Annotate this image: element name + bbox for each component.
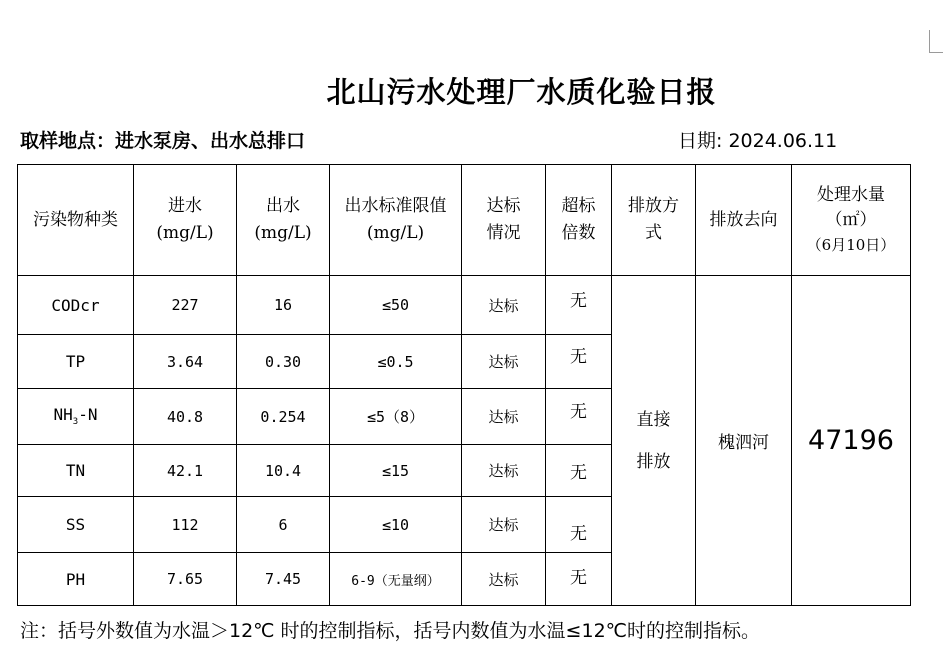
treated-volume-cell: 47196 <box>792 276 911 606</box>
report-title: 北山污水处理厂水质化验日报 <box>326 75 717 109</box>
header-limit: 出水标准限值 (mg/L) <box>330 165 462 276</box>
pollutant-cell: TP <box>18 335 134 389</box>
status-cell: 达标 <box>462 553 546 606</box>
header-exceed: 超标 倍数 <box>546 165 612 276</box>
table-header-row <box>18 165 911 276</box>
limit-cell: ≤50 <box>330 276 462 335</box>
table-row <box>18 276 911 335</box>
discharge-destination-cell: 槐泗河 <box>696 276 792 606</box>
report-date: 日期: 2024.06.11 <box>678 130 838 152</box>
page-corner-mark <box>929 30 943 53</box>
exceed-cell: 无 <box>546 389 612 445</box>
limit-cell: ≤10 <box>330 497 462 553</box>
influent-cell: 227 <box>134 276 237 335</box>
pollutant-cell: PH <box>18 553 134 606</box>
water-quality-table <box>17 164 911 606</box>
pollutant-cell: TN <box>18 445 134 497</box>
header-discharge-destination: 排放去向 <box>696 165 792 276</box>
limit-cell: ≤15 <box>330 445 462 497</box>
footnote: 注：括号外数值为水温＞12℃ 时的控制指标，括号内数值为水温≤12℃时的控制指标。 <box>20 620 760 642</box>
status-cell: 达标 <box>462 445 546 497</box>
header-discharge-mode: 排放方 式 <box>612 165 696 276</box>
exceed-cell: 无 <box>546 335 612 389</box>
sampling-location: 取样地点：进水泵房、出水总排口 <box>20 130 306 152</box>
influent-cell: 40.8 <box>134 389 237 445</box>
pollutant-cell: CODcr <box>18 276 134 335</box>
influent-cell: 112 <box>134 497 237 553</box>
discharge-mode-cell: 直接 排放 <box>612 276 696 606</box>
header-status: 达标 情况 <box>462 165 546 276</box>
header-effluent: 出水 (mg/L) <box>237 165 330 276</box>
limit-cell: ≤0.5 <box>330 335 462 389</box>
status-cell: 达标 <box>462 335 546 389</box>
limit-cell: 6-9（无量纲） <box>330 553 462 606</box>
influent-cell: 3.64 <box>134 335 237 389</box>
status-cell: 达标 <box>462 497 546 553</box>
influent-cell: 7.65 <box>134 553 237 606</box>
exceed-cell: 无 <box>546 276 612 335</box>
header-pollutant: 污染物种类 <box>18 165 134 276</box>
effluent-cell: 6 <box>237 497 330 553</box>
header-treated-volume: 处理水量 （㎡） （6月10日） <box>792 165 911 276</box>
exceed-cell: 无 <box>546 553 612 606</box>
status-cell: 达标 <box>462 276 546 335</box>
effluent-cell: 0.30 <box>237 335 330 389</box>
header-influent: 进水 (mg/L) <box>134 165 237 276</box>
pollutant-cell: $NH_3-N$ <box>18 389 134 445</box>
exceed-cell: 无 <box>546 445 612 497</box>
effluent-cell: 0.254 <box>237 389 330 445</box>
effluent-cell: 7.45 <box>237 553 330 606</box>
exceed-cell: 无 <box>546 497 612 553</box>
pollutant-cell: SS <box>18 497 134 553</box>
status-cell: 达标 <box>462 389 546 445</box>
effluent-cell: 10.4 <box>237 445 330 497</box>
influent-cell: 42.1 <box>134 445 237 497</box>
limit-cell: ≤5（8） <box>330 389 462 445</box>
effluent-cell: 16 <box>237 276 330 335</box>
